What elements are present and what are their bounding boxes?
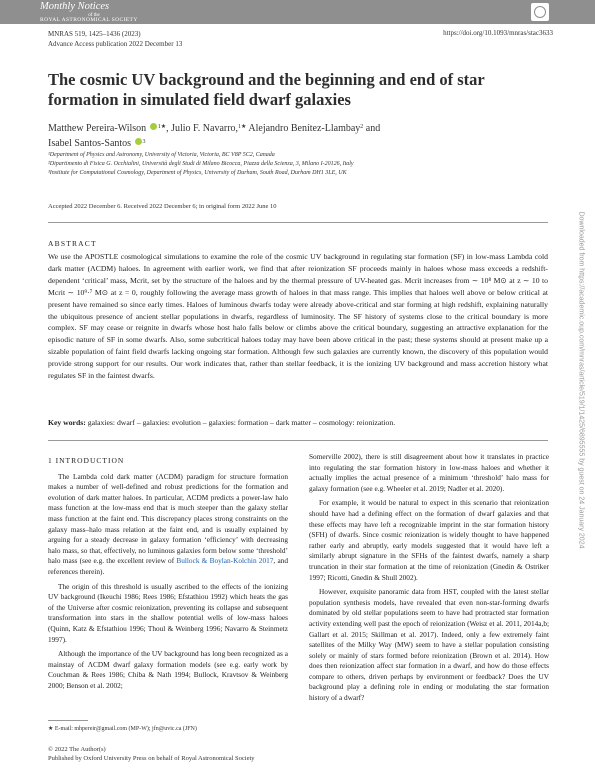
- journal-society: ROYAL ASTRONOMICAL SOCIETY: [40, 16, 138, 23]
- paragraph: Somerville 2002), there is still disagreement about how it translates in practice into regulating the star formation history in low-mass haloes and whether it actually implies the actual presence of a minimum ‘threshold’ halo mass for galaxy formation (see e.g. Wheeler et al. 2019; Nadler et al. 2020).: [309, 452, 549, 493]
- dates-line: Accepted 2022 December 6. Received 2022 December 6; in original form 2022 June 10: [48, 203, 277, 210]
- copyright: [48, 745, 255, 763]
- orcid-icon[interactable]: [135, 138, 142, 145]
- abstract-heading: ABSTRACT: [48, 239, 97, 248]
- affiliation: ²Dipartimento di Fisica G. Occhialini, Università degli Studi di Milano Bicocca, Piazza della Scienza, 3, Milano I-20126, Italy: [48, 161, 354, 167]
- journal-logo: [40, 2, 148, 23]
- keywords-text: galaxies: dwarf – galaxies: evolution – galaxies: formation – dark matter – cosmology: reionization.: [87, 418, 396, 427]
- paper-title: The cosmic UV background and the beginning and end of star formation in simulated field dwarf galaxies: [48, 70, 485, 109]
- right-column: [309, 452, 549, 704]
- paragraph: Although the importance of the UV background has long been recognized as a mainstay of ΛCDM dwarf galaxy formation models (see e.g. early work by Couchman & Rees 1986; Chiba & Nath 1994; Bullock, Kravtsov & Weinberg 2000; Benson et al. 2002;: [48, 649, 288, 690]
- left-column: [48, 456, 288, 691]
- paragraph: The Lambda cold dark matter (ΛCDM) paradigm for structure formation makes a number of well-defined and robust predictions for the formation and evolution of dark matter haloes. In particular, ΛCDM predicts a power-law halo mass function at the low-mass end that is much steeper than the galaxy stellar mass function at the faint end. This discrepancy places strong constraints on the galaxy mass–halo mass relation at the faint end, and is usually explained by arguing for a steady decrease in galaxy formation ‘efficiency’ with decreasing halo mass, so that, effectively, no luminous galaxies form below some ‘threshold’ halo mass (see e.g. the excellent review of: [48, 471, 288, 566]
- footnote-email: ★ E-mail: mhpereir@gmail.com (MP-W); jfn@uvic.ca (JFN): [48, 726, 197, 732]
- orcid-icon[interactable]: [150, 123, 157, 130]
- affiliations: [48, 151, 558, 178]
- paragraph: For example, it would be natural to expect in this scenario that reionization should have had a defining effect on the formation of dwarf galaxies and that these effects may have left a recognizable imprint in the star formation history (SFH) of dwarfs. Since cosmic reionization is widely thought to have happened rather early and abruptly, early models suggested that it would have left a similarly abrupt signature in the SFHs of the faintest dwarfs, namely a sharp truncation in their star formation at the time of reionization (Gnedin & Ostriker 1997; Ricotti, Gnedin & Shull 2002).: [309, 498, 549, 582]
- keywords-label: Key words:: [48, 418, 86, 427]
- author-conjunction: and: [365, 123, 381, 134]
- paragraph: The origin of this threshold is usually ascribed to the effects of the ionizing UV background (Ikeuchi 1986; Rees 1986; Efstathiou 1992) which heats the gas of the Universe after cosmic reionization, preventing its collapse and subsequent transformation into stars in the shallow potential wells of low-mass haloes (Quinn, Katz & Efstathiou 1996; Thoul & Weinberg 1996; Navarro & Steinmetz 1997).: [48, 581, 288, 644]
- affiliation: ³Institute for Computational Cosmology, Department of Physics, University of Durham, South Road, Durham DH1 3LE, UK: [48, 170, 347, 176]
- author-affil-mark: 2: [360, 124, 364, 130]
- keywords: [48, 418, 548, 427]
- affiliation: ¹Department of Physics and Astronomy, University of Victoria, Victoria, BC V8P 5C2, Canada: [48, 152, 275, 158]
- author-name[interactable]: Matthew Pereira-Wilson: [48, 123, 147, 134]
- journal-banner: [0, 0, 595, 24]
- paragraph-end: , and references therein).: [48, 556, 288, 576]
- author-affil-mark: 1★: [238, 124, 247, 130]
- journal-name-of: of the: [88, 12, 100, 18]
- advance-access: Advance Access publication 2022 December 13: [48, 40, 183, 48]
- ras-seal-icon: [531, 3, 549, 21]
- doi-link[interactable]: https://doi.org/10.1093/mnras/stac3633: [443, 29, 553, 37]
- journal-name: Monthly Notices: [40, 1, 110, 12]
- section-heading: 1 INTRODUCTION: [48, 456, 125, 465]
- divider: [48, 222, 548, 223]
- author-affil-mark: 3: [142, 139, 146, 145]
- footnote-divider: [48, 720, 88, 721]
- author-name[interactable]: Isabel Santos-Santos: [48, 138, 132, 149]
- paragraph: However, exquisite panoramic data from HST, coupled with the latest stellar population synthesis models, have revealed that even non-star-forming dwarfs dominated by old stellar populations seem to have had protracted star formation activity extending well past the epoch of reionization (Weisz et al. 2011, 2014a,b; Gallart et al. 2015; Skillman et al. 2017). Indeed, only a few extremely faint satellites of the Milky Way (MW) seem to have a stellar population consisting solely or mainly of stars formed before reionization (Brown et al. 2014). How does then reionization affect star formation in a dwarf, and how do those effects compare to others, driven perhaps by environment or feedback? Does the UV background play a defining role in ending or modulating the star formation history of a dwarf?: [309, 587, 549, 703]
- publisher-line: Published by Oxford University Press on behalf of Royal Astronomical Society: [48, 755, 255, 762]
- divider: [48, 440, 548, 441]
- author-name[interactable]: Julio F. Navarro,: [171, 123, 239, 134]
- copyright-line: © 2022 The Author(s): [48, 746, 106, 753]
- citation-link[interactable]: Bullock & Boylan-Kolchin 2017: [176, 556, 274, 566]
- download-watermark: [574, 190, 588, 570]
- author-affil-mark: 1★: [157, 124, 167, 130]
- download-note-text: Downloaded from https://academic.oup.com/mnras/article/519/1/1425/6895555 by guest on 24 January 2024: [577, 211, 585, 549]
- citation: MNRAS 519, 1425–1436 (2023): [48, 30, 141, 38]
- author-name[interactable]: Alejandro Benítez-Llambay: [248, 123, 361, 134]
- citation-info: [48, 29, 182, 49]
- author-list: Matthew Pereira-Wilson $^{1★}$, Julio F. Navarro,$^{1★}$ Alejandro Benítez-Llambay$^2$ and Isabel Santos-Santos $^3$: [48, 123, 381, 149]
- abstract-text: We use the APOSTLE cosmological simulations to examine the role of the cosmic UV background in regulating star formation (SF) in low-mass Lambda cold dark matter (ΛCDM) haloes. In agreement with earlier work, we find that after reionization SF proceeds mainly in haloes whose mass exceeds a redshift-dependent ‘critical’ mass, Mcrit, set by the structure of the haloes and by the thermal pressure of UV-heated gas. Mcrit increases from ∼ 10⁸ M⊙ at z ∼ 10 to Mcrit ∼ 10⁹·⁷ M⊙ at z = 0, roughly following the average mass growth of haloes in that mass range. This implies that haloes well above or below critical at present have remained so since early times. Haloes of luminous dwarfs today were already above-critical and star forming at high redshift, explaining naturally the ubiquitous presence of ancient stellar populations in dwarfs, regardless of luminosity. The SF history of systems close to the critical boundary is more complex. SF may cease or reignite in dwarfs whose host halo falls below or climbs above the critical boundary, suggesting an attractive explanation for the episodic nature of SF in some dwarfs. Also, some subcritical haloes today may have been above critical in the past; these systems should at present make up a sizable population of faint field dwarfs lacking ongoing star formation. Although few such galaxies are currently known, the discovery of this population would provide strong support for our results. Our work indicates that, rather than stellar feedback, it is the ionizing UV background and mass accretion history what regulates SF in the faintest dwarfs.: [48, 252, 548, 381]
